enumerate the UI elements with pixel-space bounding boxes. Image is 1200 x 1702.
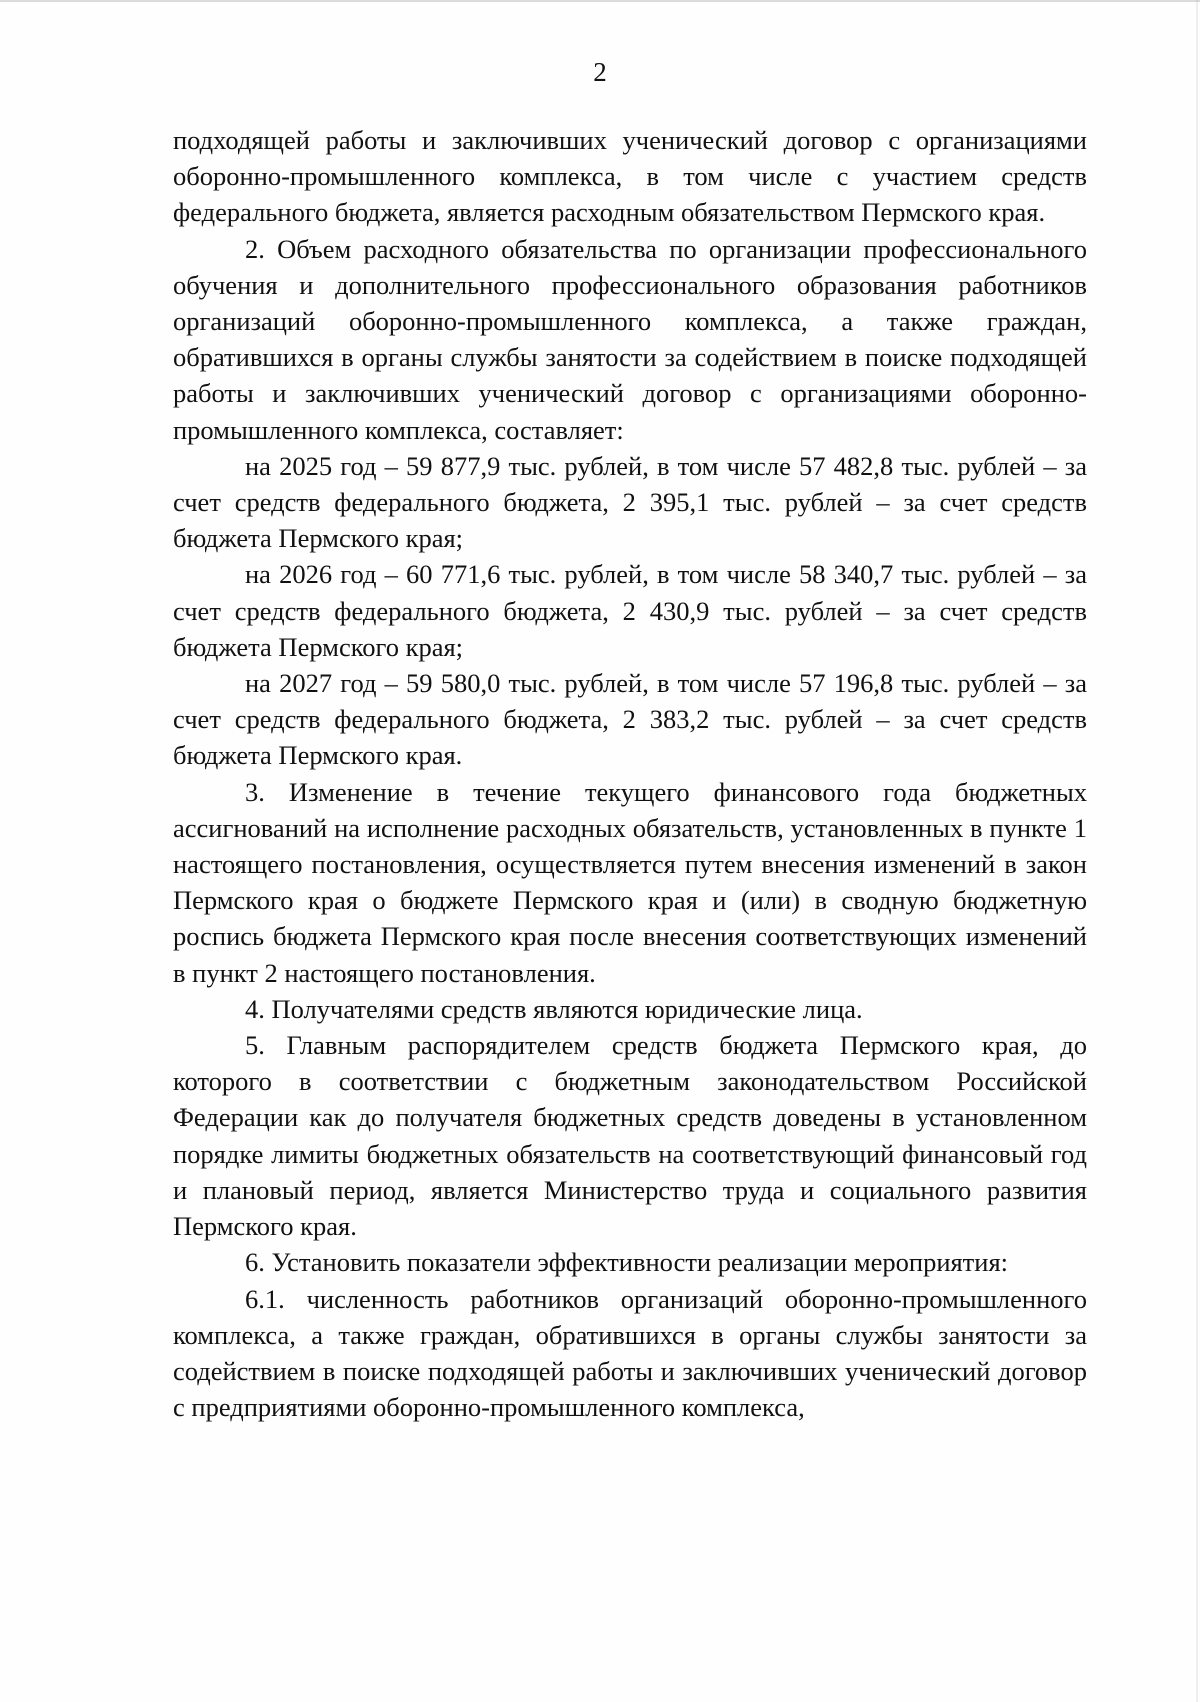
paragraph-item-5: 5. Главным распорядителем средств бюджета Пермского края, до которого в соответствии с бюджетным законодательством Российской Федерации как до получателя бюджетных средств доведены в установленном порядке лимиты бюджетных обязательств на соответствующий финансовый год и плановый период, является Министерство труда и социального развития Пермского края. xyxy=(173,1030,1087,1242)
scan-edge-line xyxy=(0,0,1200,2)
paragraph-2027-amount: на 2027 год – 59 580,0 тыс. рублей, в том числе 57 196,8 тыс. рублей – за счет средств федерального бюджета, 2 383,2 тыс. рублей – за счет средств бюджета Пермского края. xyxy=(173,668,1087,771)
document-body xyxy=(173,122,1087,1425)
paragraph-item-6: 6. Установить показатели эффективности реализации мероприятия: xyxy=(245,1247,1009,1278)
paragraph-item-6-1: 6.1. численность работников организаций оборонно-промышленного комплекса, а также граждан, обратившихся в органы службы занятости за содействием в поиске подходящей работы и заключивших ученический договор с предприятиями оборонно-промышленного комплекса, xyxy=(173,1283,1087,1423)
paragraph-item-4: 4. Получателями средств являются юридические лица. xyxy=(245,993,863,1024)
paragraph-2025-amount: на 2025 год – 59 877,9 тыс. рублей, в том числе 57 482,8 тыс. рублей – за счет средств федерального бюджета, 2 395,1 тыс. рублей – за счет средств бюджета Пермского края; xyxy=(173,450,1087,554)
page-number: 2 xyxy=(593,57,607,87)
paragraph-item-2: 2. Объем расходного обязательства по организации профессионального обучения и дополнительного профессионального образования работников организаций оборонно-промышленного комплекса, а также граждан, обратившихся в органы службы занятости за содействием в поиске подходящей работы и заключивших ученический договор с организациями оборонно-промышленного комплекса, составляет: xyxy=(173,233,1087,445)
paragraph-2026-amount: на 2026 год – 60 771,6 тыс. рублей, в том числе 58 340,7 тыс. рублей – за счет средств федерального бюджета, 2 430,9 тыс. рублей – за счет средств бюджета Пермского края; xyxy=(173,559,1087,662)
paragraph-item-3: 3. Изменение в течение текущего финансового года бюджетных ассигнований на исполнение расходных обязательств, установленных в пункте 1 настоящего постановления, осуществляется путем внесения изменений в закон Пермского края о бюджете Пермского края и (или) в сводную бюджетную роспись бюджета Пермского края после внесения соответствующих изменений в пункт 2 настоящего постановления. xyxy=(173,776,1087,988)
scan-side-line xyxy=(1196,0,1198,1702)
paragraph-continuation: подходящей работы и заключивших ученический договор с организациями оборонно-промышленного комплекса, в том числе с участием средств федерального бюджета, является расходным обязательством Пермского края. xyxy=(173,125,1087,228)
